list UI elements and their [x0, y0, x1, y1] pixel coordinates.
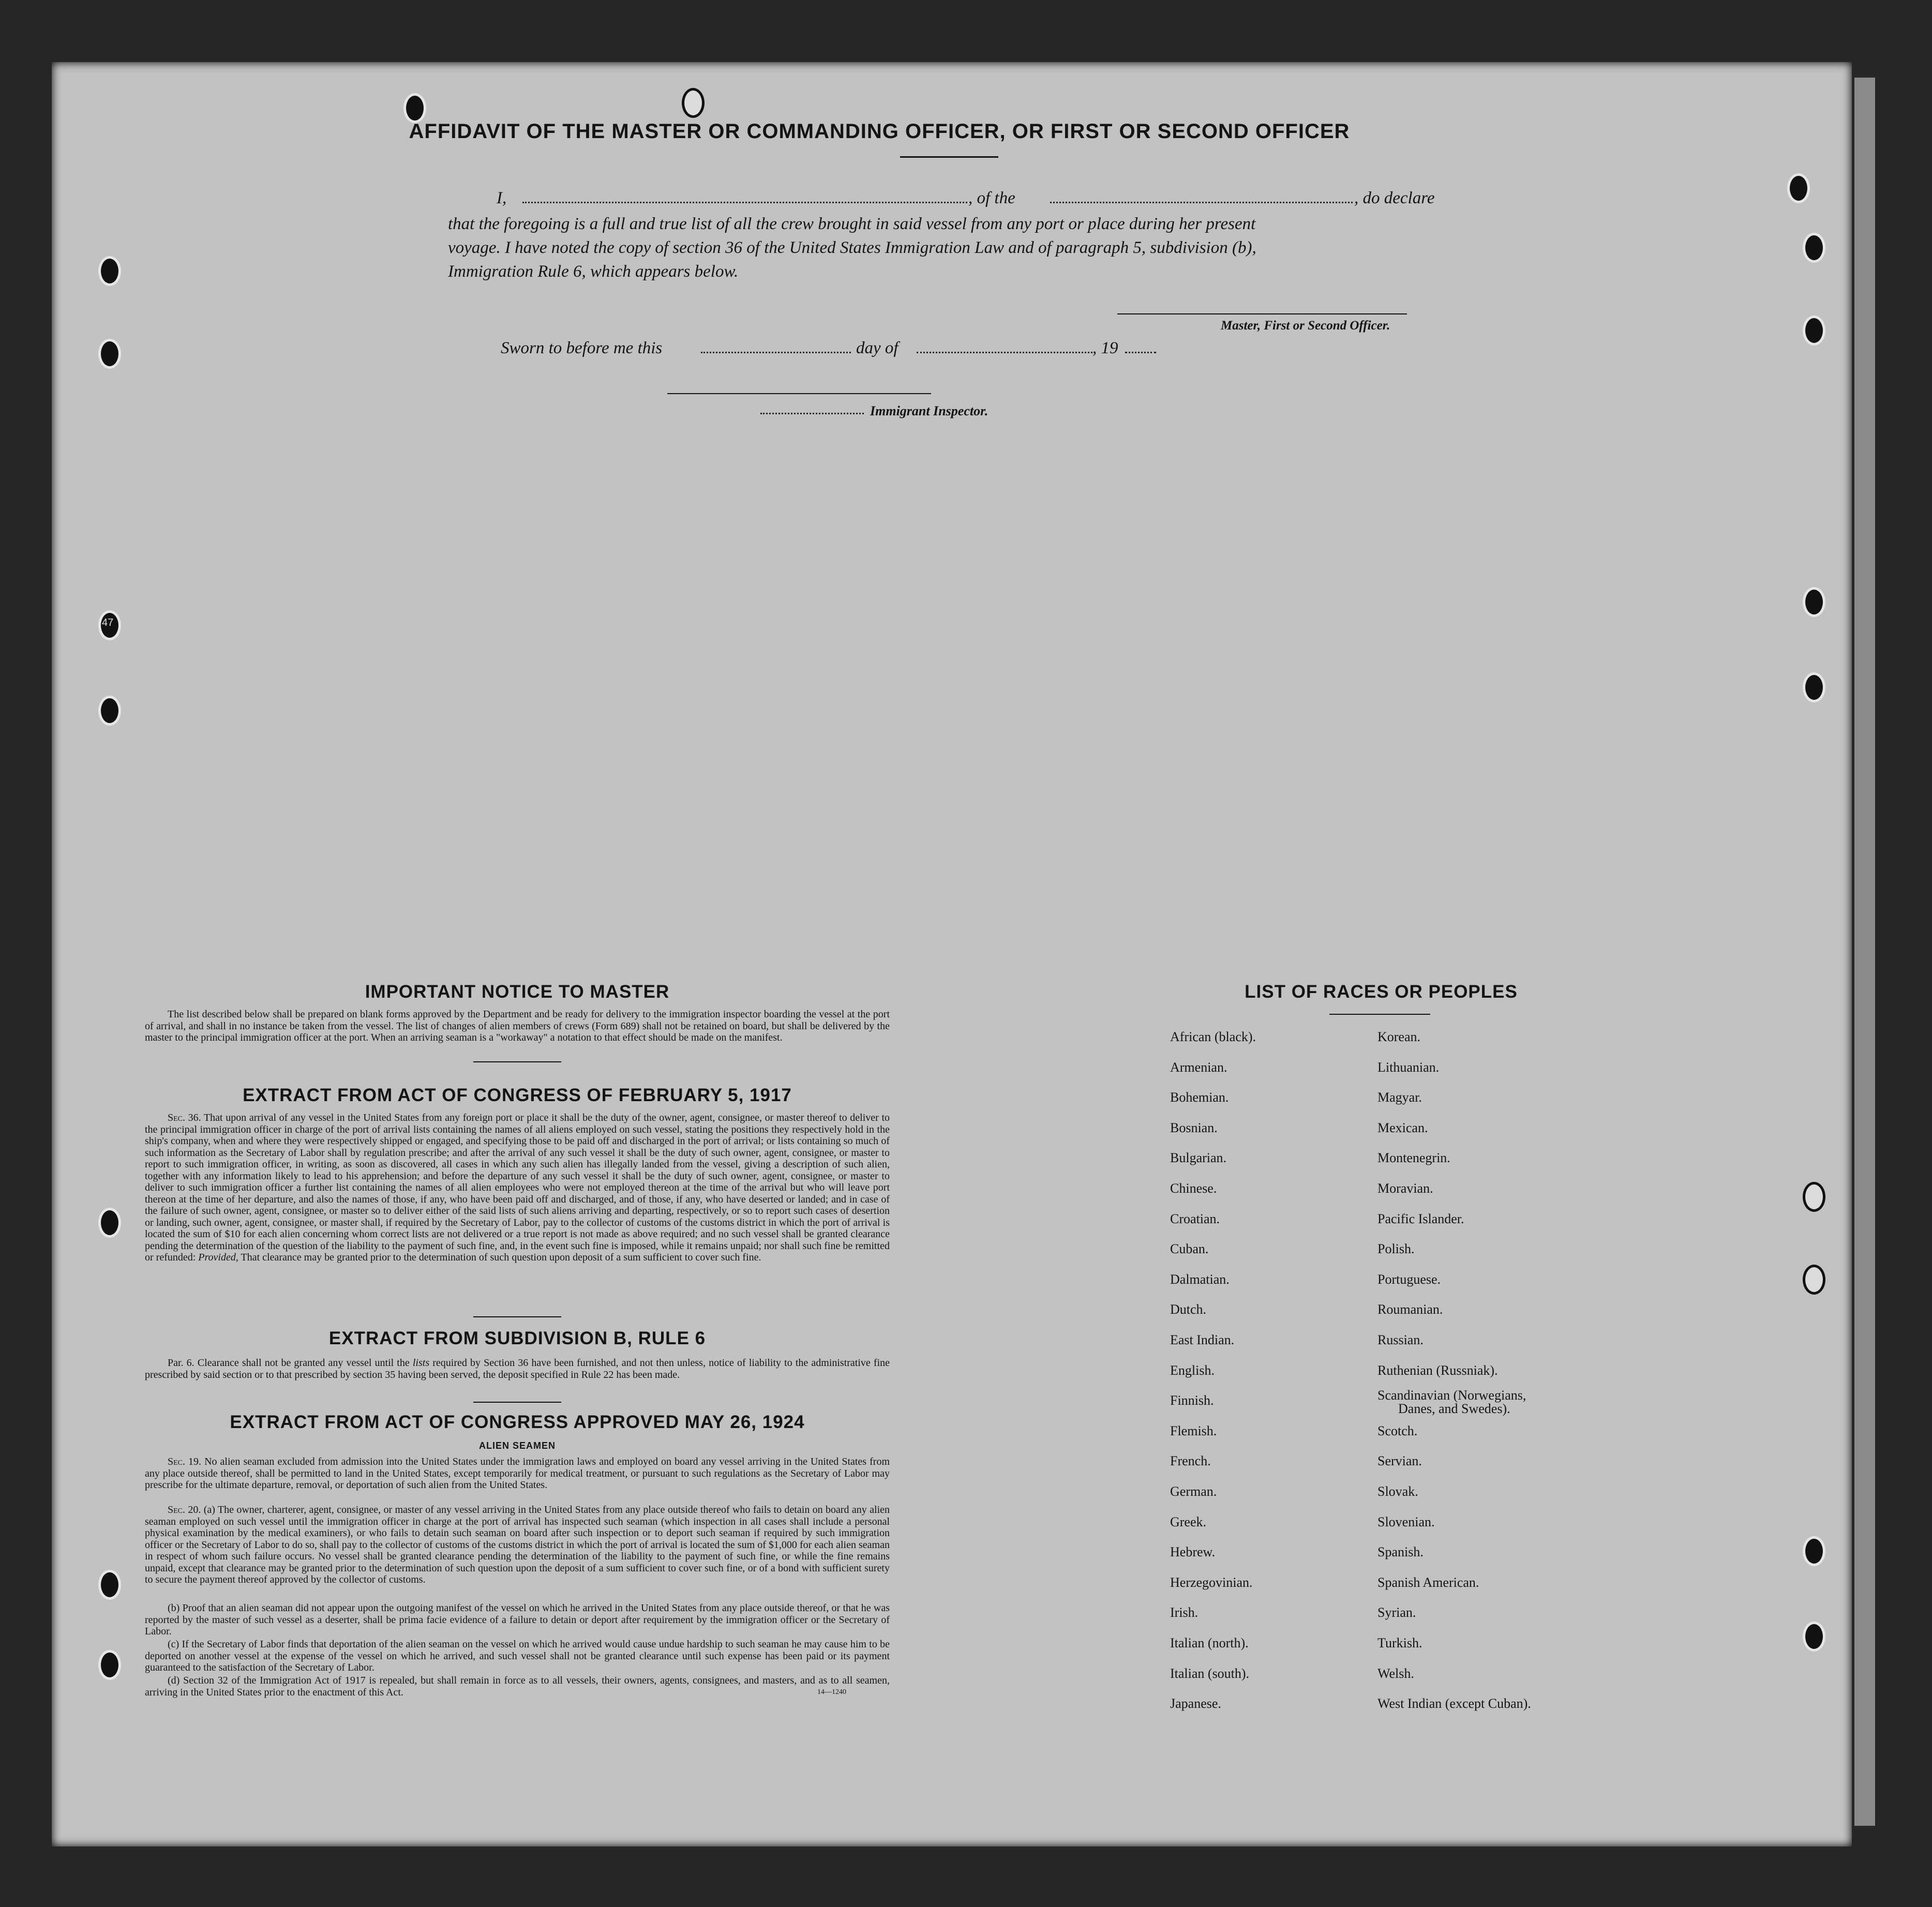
extract-1917-title: EXTRACT FROM ACT OF CONGRESS OF FEBRUARY 5, 1917	[243, 1085, 792, 1105]
punch-hole	[1803, 1265, 1825, 1295]
punch-hole	[1787, 173, 1810, 203]
race-item-continuation: Danes, and Swedes).	[1398, 1401, 1510, 1417]
race-item: Spanish.	[1377, 1544, 1424, 1560]
race-item: Mexican.	[1377, 1120, 1428, 1135]
race-item: Turkish.	[1377, 1635, 1422, 1650]
master-name-blank[interactable]	[522, 202, 967, 203]
race-item: Scotch.	[1377, 1423, 1418, 1438]
race-item: Welsh.	[1377, 1665, 1414, 1681]
sec-20-label: Sec. 20.	[168, 1504, 201, 1515]
sworn-start: Sworn to before me this	[501, 339, 663, 357]
race-item: Armenian.	[1170, 1059, 1227, 1075]
inspector-lead-dots	[760, 413, 864, 414]
sworn-end: , 19	[1092, 339, 1118, 357]
race-item: Finnish.	[1170, 1393, 1214, 1408]
race-item: Moravian.	[1377, 1181, 1433, 1196]
sec-20c-text: (c) If the Secretary of Labor finds that deportation of the alien seaman on the vessel on which he arrived would cause undue hardship to such seaman he may cause him to be deported on another vessel at the expense of the vessel on which he arrived, and such vessel shall not be granted clearance until such expense has been paid or its payment guaranteed to the satisfaction of the Secretary of Labor.	[145, 1639, 890, 1673]
punch-hole	[1803, 1621, 1825, 1651]
par-6-text-b: required by Section 36 have been furnished, and not then unless, notice of liability to the administrative fine prescribed by said section or to that prescribed by section 35 having been served, the deposit specified in Rule 22 has been made.	[145, 1357, 890, 1380]
extract-rule6-text	[145, 1357, 890, 1380]
race-item: Croatian.	[1170, 1211, 1220, 1226]
sec-20a-text	[145, 1504, 890, 1586]
affidavit-line3: voyage. I have noted the copy of section 36 of the United States Immigration Law and of paragraph 5, subdivision (b),	[448, 238, 1256, 257]
form-number: 14—1240	[817, 1688, 846, 1696]
sec-19-body: No alien seaman excluded from admission into the United States under the immigration laws and employed on board any vessel arriving in the United States from any place outside thereof, shall be permitted to land in the United States, except temporarily for medical treatment, or pursuant to such regulations as the Secretary of Labor may prescribe for the ultimate departure, removal, or deportation of such alien from the United States.	[145, 1456, 890, 1491]
punch-hole	[682, 88, 705, 118]
race-item: Dutch.	[1170, 1302, 1207, 1317]
race-item: Roumanian.	[1377, 1302, 1443, 1317]
punch-hole	[98, 1208, 121, 1238]
race-item: Servian.	[1377, 1453, 1422, 1469]
races-underline	[1329, 1014, 1430, 1015]
punch-hole	[1803, 1536, 1825, 1566]
race-item: West Indian (except Cuban).	[1377, 1696, 1531, 1711]
race-item: Slovenian.	[1377, 1514, 1435, 1529]
sworn-mid: day of	[856, 339, 898, 357]
race-item: Chinese.	[1170, 1181, 1217, 1196]
race-item: Portuguese.	[1377, 1271, 1441, 1287]
sworn-year-blank[interactable]	[1125, 352, 1156, 353]
sec-19-text	[145, 1456, 890, 1491]
affidavit-line1-end: , do declare	[1354, 189, 1435, 207]
punch-hole	[1803, 233, 1825, 263]
section-divider	[473, 1316, 561, 1317]
affidavit-line1-start: I,	[497, 189, 507, 207]
race-item: African (black).	[1170, 1029, 1256, 1044]
race-item: German.	[1170, 1484, 1217, 1499]
race-item: Bohemian.	[1170, 1090, 1229, 1105]
race-item: Japanese.	[1170, 1696, 1221, 1711]
sec-19-label: Sec. 19.	[168, 1456, 202, 1467]
race-item: Dalmatian.	[1170, 1271, 1230, 1287]
race-item: Scandinavian (Norwegians,	[1377, 1388, 1526, 1403]
punch-hole	[98, 339, 121, 369]
margin-page-number: 47	[102, 617, 114, 628]
race-item: Irish.	[1170, 1605, 1199, 1620]
extract-1917-text	[145, 1112, 890, 1264]
sec-20d-text: (d) Section 32 of the Immigration Act of 1917 is repealed, but shall remain in force as to all vessels, their owners, agents, consignees, and masters, and as to all seamen, arriving in the United States prior to the enactment of this Act.	[145, 1675, 890, 1698]
sworn-month-blank[interactable]	[917, 352, 1092, 353]
race-item: Italian (south).	[1170, 1665, 1250, 1681]
race-item: Lithuanian.	[1377, 1059, 1440, 1075]
race-item: Flemish.	[1170, 1423, 1217, 1438]
race-item: Montenegrin.	[1377, 1150, 1450, 1166]
race-item: Italian (north).	[1170, 1635, 1249, 1650]
race-item: Pacific Islander.	[1377, 1211, 1464, 1226]
punch-hole	[1803, 672, 1825, 702]
punch-hole	[98, 256, 121, 286]
race-item: Korean.	[1377, 1029, 1421, 1044]
race-item: English.	[1170, 1362, 1215, 1378]
race-item: East Indian.	[1170, 1332, 1235, 1347]
vessel-name-blank[interactable]	[1050, 202, 1353, 203]
race-item: French.	[1170, 1453, 1211, 1469]
race-item: Russian.	[1377, 1332, 1424, 1347]
page-edge	[1854, 78, 1875, 1826]
notice-title: IMPORTANT NOTICE TO MASTER	[365, 982, 670, 1002]
punch-hole	[98, 696, 121, 726]
inspector-signature-line[interactable]	[667, 393, 931, 394]
notice-text: The list described below shall be prepared on blank forms approved by the Department and be ready for delivery to the immigration inspector boarding the vessel at the port of arrival, and shall in no instance be taken from the vessel. The list of changes of alien members of crews (Form 689) shall not be retained on board, but shall be delivered by the master to the principal immigration officer at the port. When an arriving seaman is a "workaway" a notation to that effect should be made on the manifest.	[145, 1009, 890, 1043]
race-item: Greek.	[1170, 1514, 1207, 1529]
proviso-text: That clearance may be granted prior to the determination of such question upon deposit of a sum sufficient to cover such fine.	[241, 1252, 761, 1263]
race-item: Herzegovinian.	[1170, 1574, 1253, 1590]
par-6-label: Par. 6.	[168, 1357, 194, 1369]
title-underline	[900, 156, 998, 158]
races-title: LIST OF RACES OR PEOPLES	[1245, 982, 1518, 1002]
affidavit-title: AFFIDAVIT OF THE MASTER OR COMMANDING OFFICER, OR FIRST OR SECOND OFFICER	[409, 120, 1350, 143]
punch-hole	[1803, 587, 1825, 617]
extract-1924-title: EXTRACT FROM ACT OF CONGRESS APPROVED MAY 26, 1924	[230, 1412, 805, 1432]
sworn-day-blank[interactable]	[701, 352, 851, 353]
affidavit-line2: that the foregoing is a full and true list of all the crew brought in said vessel from any port or place during her present	[448, 215, 1256, 233]
race-item: Cuban.	[1170, 1241, 1209, 1257]
section-divider	[473, 1402, 561, 1403]
punch-hole	[1803, 1182, 1825, 1212]
race-item: Bulgarian.	[1170, 1150, 1227, 1166]
race-item: Bosnian.	[1170, 1120, 1218, 1135]
par-6-lists: lists	[412, 1357, 430, 1369]
proviso-label: Provided,	[198, 1252, 238, 1263]
punch-hole	[1803, 316, 1825, 346]
race-item: Slovak.	[1377, 1484, 1418, 1499]
section-divider	[473, 1061, 561, 1062]
race-item: Polish.	[1377, 1241, 1415, 1257]
alien-seamen-subtitle: ALIEN SEAMEN	[478, 1440, 556, 1451]
race-item: Magyar.	[1377, 1090, 1422, 1105]
sec-20b-text: (b) Proof that an alien seaman did not appear upon the outgoing manifest of the vessel on which he arrived in the United States from any place outside thereof, or that he was reported by the master of such vessel as a deserter, shall be prima facie evidence of a failure to detain or deport after requirement by the immigration officer or the Secretary of Labor.	[145, 1602, 890, 1637]
sec-36-label: Sec. 36.	[168, 1112, 201, 1123]
punch-hole	[98, 610, 121, 640]
affidavit-line1-mid: , of the	[968, 189, 1015, 207]
punch-hole	[403, 93, 426, 123]
sec-20a-body: (a) The owner, charterer, agent, consignee, or master of any vessel arriving in the United States from any place outside thereof who fails to detain on board any alien seaman employed on such vessel until the immigration officer in charge at the port of arrival has inspected such seaman (which inspection in all cases shall include a personal physical examination by the medical examiners), or who fails to detain such seaman on board after such inspection or to deport such seaman if required by such immigration officer or the Secretary of Labor to do so, shall pay to the collector of customs of the customs district in which the port of arrival is located the sum of $1,000 for each alien seaman in respect of whom such failure occurs. No vessel shall be granted clearance pending the determination of the liability to the payment of such fine, or while the fine remains unpaid, except that clearance may be granted prior to the determination of such question upon the deposit of a sum sufficient to cover such fine, or of a bond with sufficient surety to secure the payment thereof approved by the collector of customs.	[145, 1504, 890, 1585]
inspector-label: Immigrant Inspector.	[870, 403, 989, 418]
affidavit-line4: Immigration Rule 6, which appears below.	[448, 262, 739, 281]
race-item: Hebrew.	[1170, 1544, 1216, 1560]
punch-hole	[98, 1650, 121, 1680]
signature-label: Master, First or Second Officer.	[1221, 319, 1390, 333]
punch-hole	[98, 1570, 121, 1600]
race-item: Syrian.	[1377, 1605, 1416, 1620]
extract-rule6-title: EXTRACT FROM SUBDIVISION B, RULE 6	[328, 1328, 706, 1348]
race-item: Ruthenian (Russniak).	[1377, 1362, 1498, 1378]
signature-line[interactable]	[1117, 313, 1407, 314]
par-6-text-a: Clearance shall not be granted any vessel until the	[197, 1357, 410, 1369]
race-item: Spanish American.	[1377, 1574, 1479, 1590]
sec-36-body: That upon arrival of any vessel in the United States from any foreign port or place it shall be the duty of the owner, agent, consignee, or master thereof to deliver to the principal immigration officer in charge of the port of arrival lists containing the names of all aliens employed on such vessel, stating the positions they respectively hold in the ship's company, when and where they were respectively shipped or engaged, and specifying those to be paid off and discharged in the port of arrival; or lists containing so much of such information as the Secretary of Labor shall by regulation prescribe; and after the arrival of any such vessel it shall be the duty of such owner, agent, consignee, or master to report to such immigration officer, in writing, as soon as discovered, all cases in which any such alien has illegally landed from the vessel, giving a description of such alien, together with any information likely to lead to his apprehension; and before the departure of any such vessel it shall be the duty of such owner, agent, consignee, or master to deliver to such immigration officer a further list containing the names of all alien employees who were not employed thereon at the time of the arrival but who will leave port thereon at the time of her departure, and also the names of those, if any, who have been paid off and discharged, and of those, if any, who have deserted or landed; and in case of the failure of such owner, agent, consignee, or master so to deliver either of the said lists of such aliens arriving and departing, respectively, or so to report such cases of desertion or landing, such owner, agent, consignee, or master shall, if required by the Secretary of Labor, pay to the collector of customs of the customs district in which the port of arrival is located the sum of $10 for each alien concerning whom correct lists are not delivered or a true report is not made as above required; and no such vessel shall be granted clearance pending the determination of the question of the liability to the payment of such fine, and, in the event such fine is imposed, while it remains unpaid; nor shall such fine be remitted or refunded:	[145, 1112, 890, 1263]
